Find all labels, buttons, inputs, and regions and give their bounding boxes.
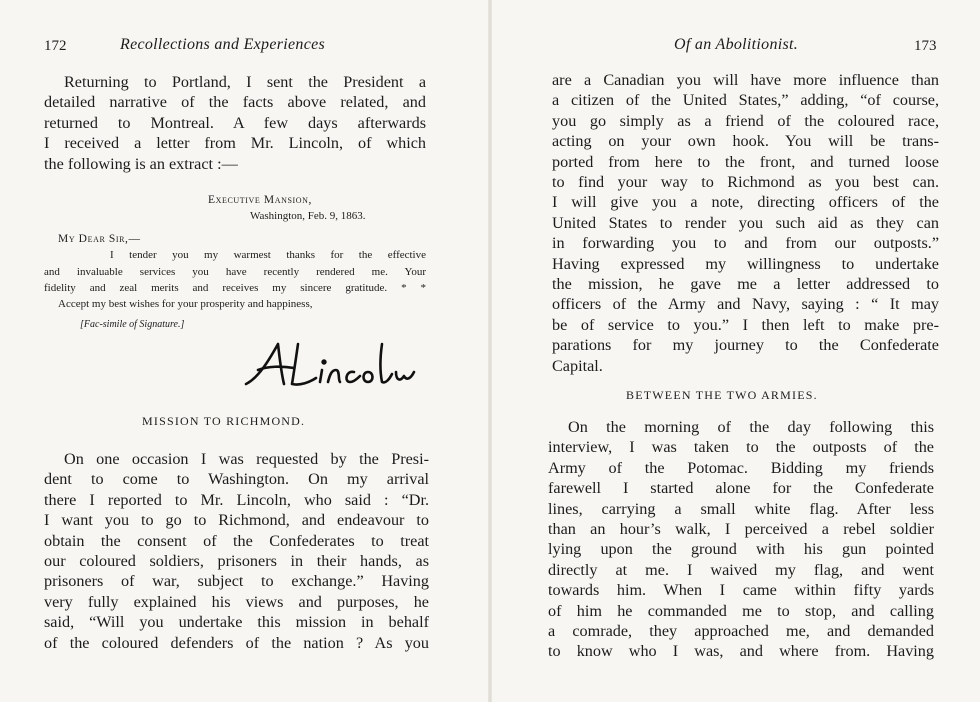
text-line: you go simply as a friend of the coloured race, [552, 111, 939, 130]
text-line: a comrade, they approached me, and demanded [548, 622, 934, 641]
letter-place-date: Washington, Feb. 9, 1863. [250, 210, 366, 223]
text-line: interview, I was taken to the outposts of the [548, 438, 934, 457]
text-line: of the coloured defenders of the nation ? As you [44, 633, 429, 652]
text-line: be of service to you.” I then left to make pre- [552, 315, 939, 334]
letter-line: Accept my best wishes for your prosperity and happiness, [58, 298, 313, 311]
text-line: lines, carrying a small white flag. After less [548, 499, 934, 518]
letter-line: I tender you my warmest thanks for the effective [110, 249, 426, 262]
text-line: dent to come to Washington. On my arrival [44, 470, 429, 489]
signature-caption: [Fac-simile of Signature.] [80, 318, 185, 330]
text-line: Army of the Potomac. Bidding my friends [548, 458, 934, 477]
text-line: I want you to go to Richmond, and endeavour to [44, 511, 429, 530]
text-line: On the morning of the day following this [568, 418, 934, 436]
text-line: ported from here to the front, and turned loose [552, 152, 939, 171]
text-line: farewell I started alone for the Confederate [548, 479, 934, 498]
text-line: to find your way to Richmond as you best can. [552, 173, 939, 192]
text-line: the mission, he gave me a letter addressed to [552, 275, 939, 294]
text-line: parations for my journey to the Confederate [552, 336, 939, 355]
text-line: lying upon the ground with his gun pointed [548, 540, 934, 559]
text-line: Capital. [552, 356, 603, 375]
letter-dateline: Executive Mansion, [208, 194, 313, 206]
text-line: prisoners of war, subject to exchange.” Having [44, 572, 429, 591]
text-line: a citizen of the United States,” adding, “of course, [552, 91, 939, 110]
text-line: directly at me. I waived my flag, and went [548, 560, 934, 579]
section-heading-mission: MISSION TO RICHMOND. [142, 414, 306, 428]
right-running-head: Of an Abolitionist. [674, 36, 799, 53]
text-line: detailed narrative of the facts above related, and [44, 93, 426, 112]
text-line: in forwarding you to and from our outposts.” [552, 234, 939, 253]
lincoln-signature [238, 332, 428, 394]
right-paragraph-2 [548, 417, 934, 662]
text-line: towards him. When I came within fifty yards [548, 581, 934, 600]
text-line: I will give you a note, directing officers of the [552, 193, 939, 212]
text-line: our coloured soldiers, prisoners in their hands, as [44, 552, 429, 571]
right-paragraph-1 [552, 70, 939, 376]
section-heading-armies: BETWEEN THE TWO ARMIES. [626, 388, 818, 402]
letter-line: fidelity and zeal merits and receives my sincere gratitude. * * [44, 282, 426, 295]
text-line: the following is an extract :— [44, 154, 238, 173]
left-paragraph-1 [44, 72, 426, 174]
lincoln-letter [44, 192, 426, 333]
text-line: On one occasion I was requested by the Presi- [64, 450, 429, 468]
left-running-head: Recollections and Experiences [120, 36, 326, 53]
text-line: than an hour’s walk, I perceived a rebel soldier [548, 520, 934, 539]
text-line: Having expressed my willingness to undertake [552, 254, 939, 273]
left-paragraph-2 [44, 449, 429, 653]
text-line: I received a letter from Mr. Lincoln, of which [44, 134, 426, 153]
text-line: very fully explained his views and purposes, he [44, 592, 429, 611]
text-line: Returning to Portland, I sent the President a [64, 73, 426, 91]
text-line: acting on your own hook. You will be trans- [552, 132, 939, 151]
right-page [490, 0, 980, 702]
left-page-number: 172 [44, 38, 67, 54]
text-line: said, “Will you undertake this mission in behalf [44, 613, 429, 632]
right-page-number: 173 [914, 38, 937, 54]
text-line: there I reported to Mr. Lincoln, who said : “Dr. [44, 490, 429, 509]
text-line: are a Canadian you will have more influence than [552, 71, 939, 89]
text-line: of him he commanded me to stop, and calling [548, 601, 934, 620]
letter-line: and invaluable services you have recently rendered me. Your [44, 265, 426, 278]
text-line: United States to render you such aid as they can [552, 213, 939, 232]
text-line: obtain the consent of the Confederates to treat [44, 531, 429, 550]
text-line: officers of the Army and Navy, saying : “ It may [552, 295, 939, 314]
text-line: returned to Montreal. A few days afterwards [44, 113, 426, 132]
text-line: to know who I was, and where from. Having [548, 642, 934, 661]
letter-salutation: My Dear Sir,— [58, 232, 141, 245]
